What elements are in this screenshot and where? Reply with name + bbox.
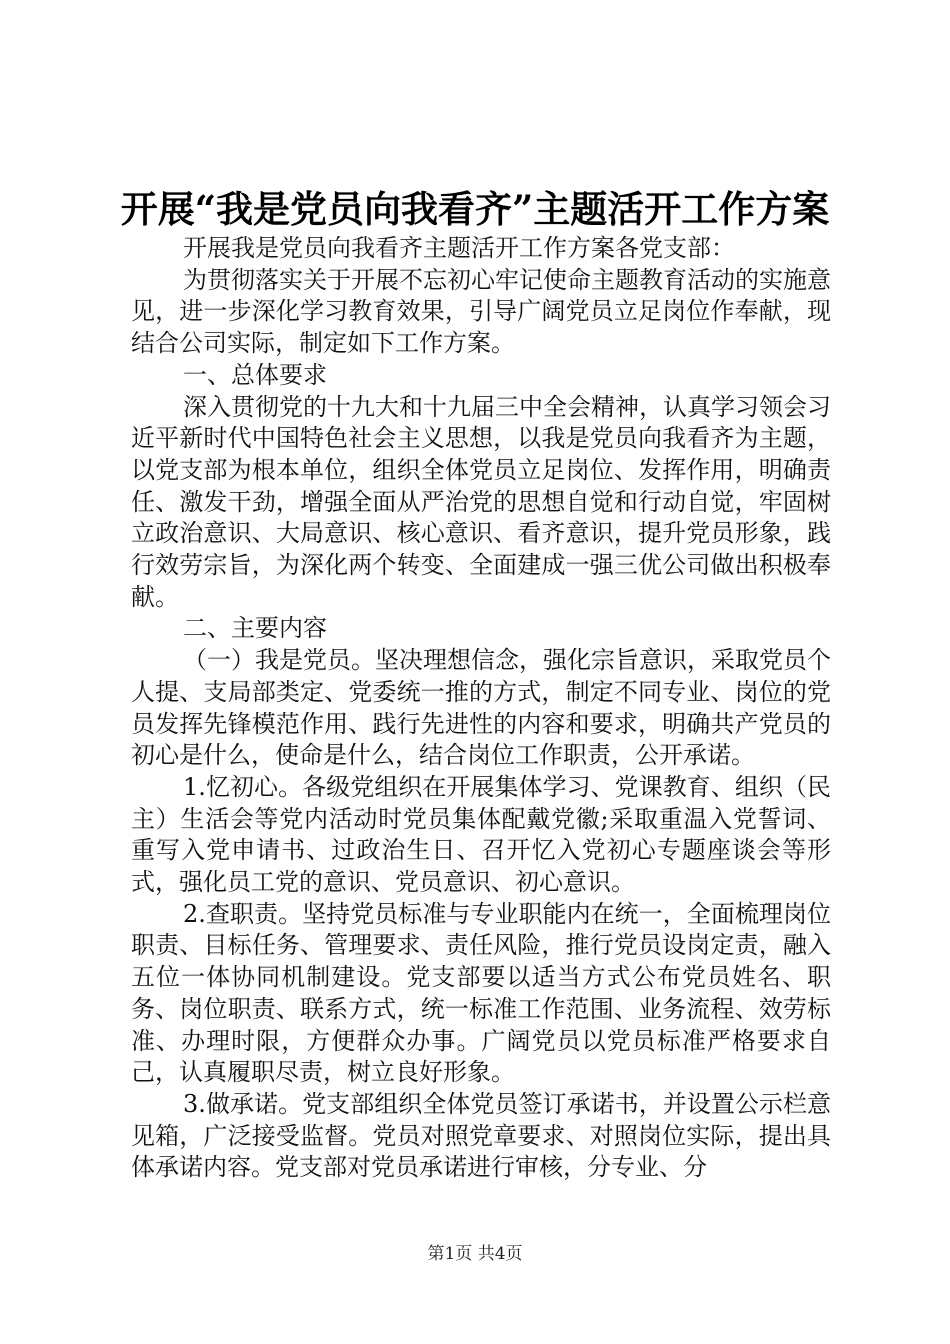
paragraph-intro: 为贯彻落实关于开展不忘初心牢记使命主题教育活动的实施意见，进一步深化学习教育效果，引导广阔党员立足岗位作奉献，现结合公司实际，制定如下工作方案。 xyxy=(131,265,831,358)
paragraph-general-requirements: 深入贯彻党的十九大和十九届三中全会精神，认真学习领会习近平新时代中国特色社会主义思想，以我是党员向我看齐为主题，以党支部为根本单位，组织全体党员立足岗位、发挥作用，明确责任、激发干劲，增强全面从严治党的思想自觉和行动自觉，牢固树立政治意识、大局意识、核心意识、看齐意识，提升党员形象，践行效劳宗旨，为深化两个转变、全面建成一强三优公司做出积极奉献。 xyxy=(131,392,831,611)
paragraph-item-1: 1.忆初心。各级党组织在开展集体学习、党课教育、组织（民主）生活会等党内活动时党员集体配戴党徽;采取重温入党誓词、重写入党申请书、过政治生日、召开忆入党初心专题座谈会等形式，强化员工党的意识、党员意识、初心意识。 xyxy=(131,772,831,897)
section-heading-main-content: 二、主要内容 xyxy=(183,614,327,643)
paragraph-i-am-party-member: （一）我是党员。坚决理想信念，强化宗旨意识，采取党员个人提、支局部类定、党委统一推的方式，制定不同专业、岗位的党员发挥先锋模范作用、践行先进性的内容和要求，明确共产党员的初心是什么，使命是什么，结合岗位工作职责，公开承诺。 xyxy=(131,646,831,770)
document-title: 开展“我是党员向我看齐”主题活开工作方案 xyxy=(120,187,830,231)
document-body xyxy=(131,233,831,1184)
paragraph-item-2: 2.查职责。坚持党员标准与专业职能内在统一，全面梳理岗位职责、目标任务、管理要求、责任风险，推行党员设岗定责，融入五位一体协同机制建设。党支部要以适当方式公布党员姓名、职务、岗位职责、联系方式，统一标准工作范围、业务流程、效劳标准、办理时限，方便群众办事。广阔党员以党员标准严格要求自己，认真履职尽责，树立良好形象。 xyxy=(131,899,831,1087)
section-heading-general-requirements: 一、总体要求 xyxy=(183,360,327,389)
paragraph-salutation: 开展我是党员向我看齐主题活开工作方案各党支部： xyxy=(183,234,735,262)
paragraph-item-3: 3.做承诺。党支部组织全体党员签订承诺书，并设置公示栏意见箱，广泛接受监督。党员对照党章要求、对照岗位实际，提出具体承诺内容。党支部对党员承诺进行审核，分专业、分 xyxy=(131,1089,831,1182)
page-number-footer: 第1页 共4页 xyxy=(427,1244,523,1264)
